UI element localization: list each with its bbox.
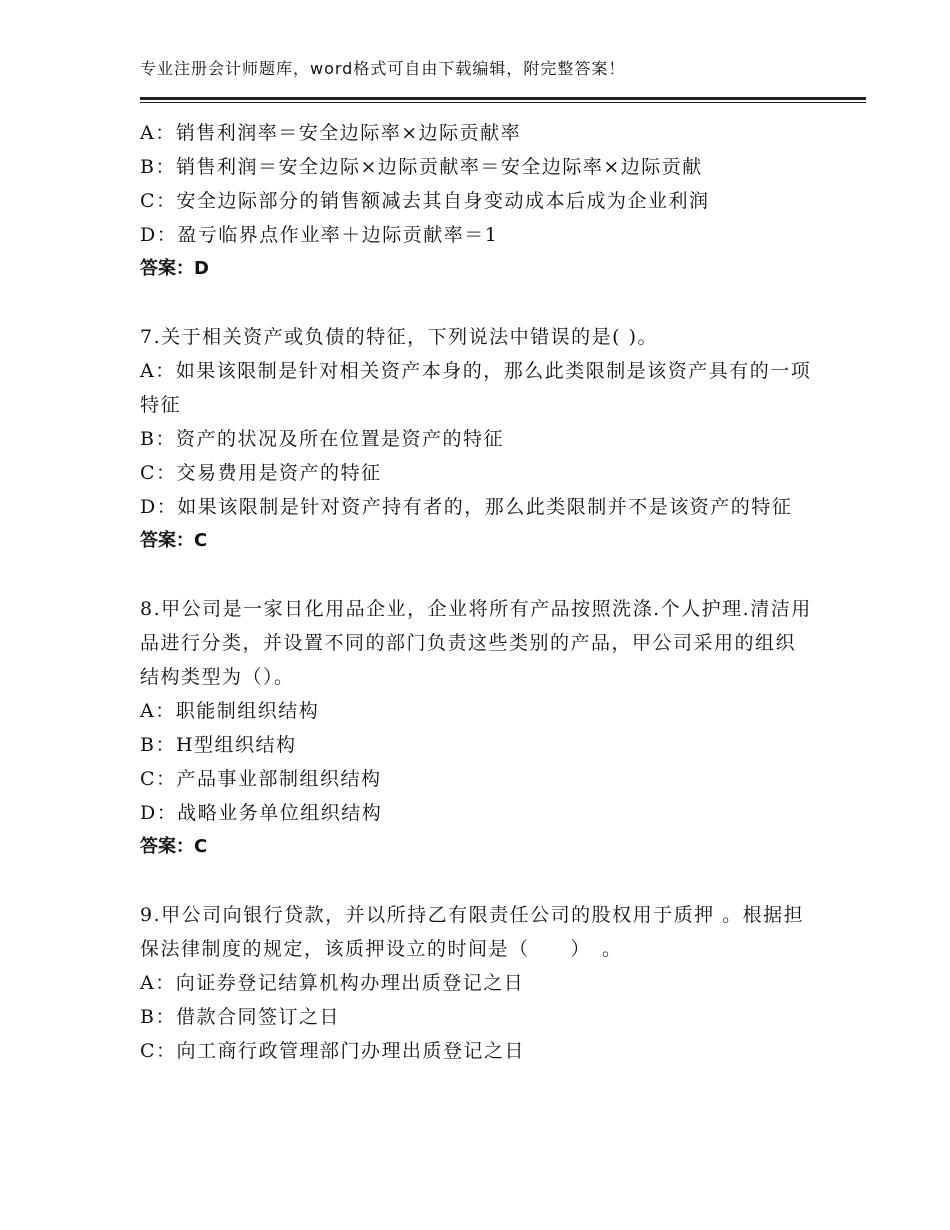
question-8 [140, 592, 812, 864]
question-7-option-d: D：如果该限制是针对资产持有者的，那么此类限制并不是该资产的特征 [140, 496, 793, 518]
header-rule-thin [140, 102, 866, 103]
question-6-option-a: A：销售利润率＝安全边际率×边际贡献率 [140, 122, 522, 144]
question-8-option-c: C：产品事业部制组织结构 [140, 768, 382, 790]
question-9-option-a: A：向证券登记结算机构办理出质登记之日 [140, 972, 525, 994]
question-7-option-c: C：交易费用是资产的特征 [140, 462, 382, 484]
question-9-option-c: C：向工商行政管理部门办理出质登记之日 [140, 1040, 526, 1062]
question-content [140, 116, 812, 1068]
question-6-option-c: C：安全边际部分的销售额减去其自身变动成本后成为企业利润 [140, 190, 710, 212]
question-8-option-d: D：战略业务单位组织结构 [140, 802, 383, 824]
question-6 [140, 116, 812, 286]
question-6-answer: 答案：D [140, 258, 209, 279]
question-6-option-d: D：盈亏临界点作业率＋边际贡献率＝1 [140, 224, 499, 246]
question-8-option-b: B：H型组织结构 [140, 734, 297, 756]
question-7-stem: 7.关于相关资产或负债的特征，下列说法中错误的是( )。 [140, 326, 658, 348]
question-9-stem: 9.甲公司向银行贷款，并以所持乙有限责任公司的股权用于质押 。根据担保法律制度的规定，该质押设立的时间是（ ） 。 [140, 904, 805, 960]
question-9-option-b: B：借款合同签订之日 [140, 1006, 340, 1028]
question-7-option-a: A：如果该限制是针对相关资产本身的，那么此类限制是该资产具有的一项特征 [140, 360, 812, 416]
spacer [140, 864, 812, 898]
page-header: 专业注册会计师题库，word格式可自由下载编辑，附完整答案！ [140, 59, 626, 78]
question-9 [140, 898, 812, 1068]
question-8-stem: 8.甲公司是一家日化用品企业，企业将所有产品按照洗涤.个人护理.清洁用品进行分类，并设置不同的部门负责这些类别的产品，甲公司采用的组织结构类型为（）。 [140, 598, 812, 688]
header-rule-thick [140, 97, 866, 100]
question-7 [140, 320, 812, 558]
spacer [140, 286, 812, 320]
question-6-option-b: B：销售利润＝安全边际×边际贡献率＝安全边际率×边际贡献 [140, 156, 703, 178]
question-8-option-a: A：职能制组织结构 [140, 700, 320, 722]
question-7-answer: 答案：C [140, 530, 208, 551]
question-8-answer: 答案：C [140, 836, 208, 857]
question-7-option-b: B：资产的状况及所在位置是资产的特征 [140, 428, 504, 450]
spacer [140, 558, 812, 592]
